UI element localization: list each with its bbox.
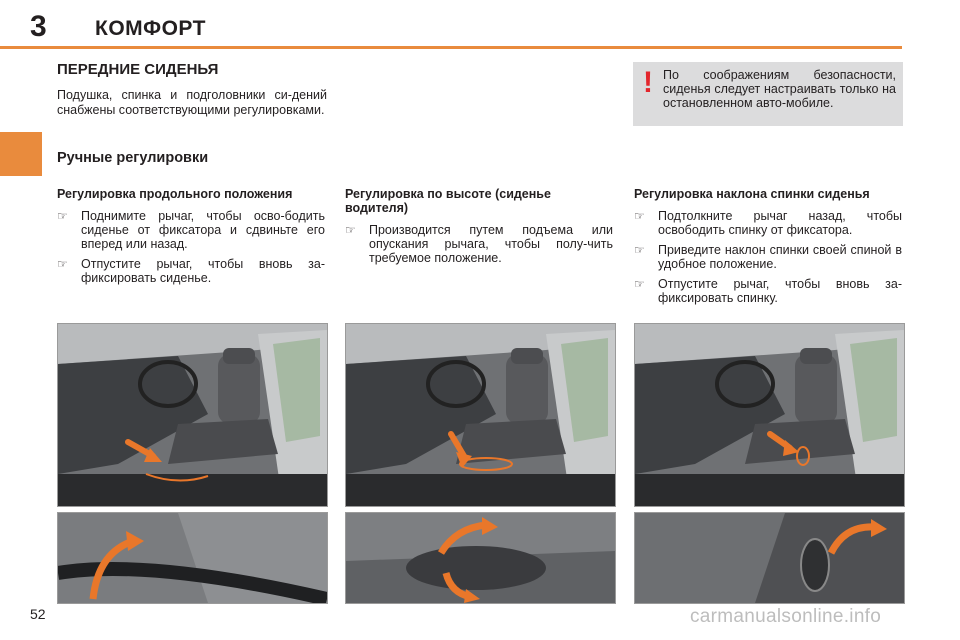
chapter-number: 3 xyxy=(30,10,47,43)
list-item-text: Отпустите рычаг, чтобы вновь за-фиксировать сиденье. xyxy=(81,257,325,285)
watermark: carmanualsonline.info xyxy=(690,606,882,627)
pointing-hand-icon: ☞ xyxy=(634,277,645,291)
page-number: 52 xyxy=(30,606,46,622)
column-title: Регулировка продольного положения xyxy=(57,187,293,201)
pointing-hand-icon: ☞ xyxy=(345,223,356,237)
column-longitudinal xyxy=(57,187,325,291)
warning-box xyxy=(633,62,903,126)
list-item-text: Подтолкните рычаг назад, чтобы освободить спинку от фиксатора. xyxy=(658,209,902,237)
chapter-title: КОМФОРТ xyxy=(95,17,206,40)
lever-closeup-height xyxy=(345,512,616,604)
list-item-text: Приведите наклон спинки своей спиной в удобное положение. xyxy=(658,243,902,271)
column-title: Регулировка по высоте (сиденье водителя) xyxy=(345,187,551,215)
pointing-hand-icon: ☞ xyxy=(57,257,68,271)
chapter-tab xyxy=(0,132,42,176)
list-item xyxy=(57,257,325,285)
seat-photo-height xyxy=(345,323,616,507)
list-item xyxy=(634,243,902,271)
pointing-hand-icon: ☞ xyxy=(634,209,645,223)
column-backrest xyxy=(634,187,902,311)
warning-icon: ! xyxy=(643,66,653,99)
section-heading: ПЕРЕДНИЕ СИДЕНЬЯ xyxy=(57,61,219,78)
column-title: Регулировка наклона спинки сиденья xyxy=(634,187,870,201)
lever-closeup-longitudinal xyxy=(57,512,328,604)
lever-closeup-backrest xyxy=(634,512,905,604)
list-item-text: Поднимите рычаг, чтобы осво-бодить сиденье от фиксатора и сдвиньте его вперед или назад. xyxy=(81,209,325,251)
list-item xyxy=(634,209,902,237)
list-item xyxy=(634,277,902,305)
warning-text: По соображениям безопасности, сиденья следует настраивать только на остановленном авто-мобиле. xyxy=(663,68,896,110)
pointing-hand-icon: ☞ xyxy=(634,243,645,257)
intro-text: Подушка, спинка и подголовники си-дений снабжены соответствующими регулировками. xyxy=(57,88,327,117)
seat-photo-longitudinal xyxy=(57,323,328,507)
list-item xyxy=(345,223,613,265)
list-item-text: Отпустите рычаг, чтобы вновь за-фиксировать спинку. xyxy=(658,277,902,305)
header-rule xyxy=(0,46,902,49)
subsection-heading: Ручные регулировки xyxy=(57,150,209,166)
pointing-hand-icon: ☞ xyxy=(57,209,68,223)
seat-photo-backrest xyxy=(634,323,905,507)
list-item xyxy=(57,209,325,251)
list-item-text: Производится путем подъема или опускания рычага, чтобы полу-чить требуемое положение. xyxy=(369,223,613,265)
column-height xyxy=(345,187,613,271)
